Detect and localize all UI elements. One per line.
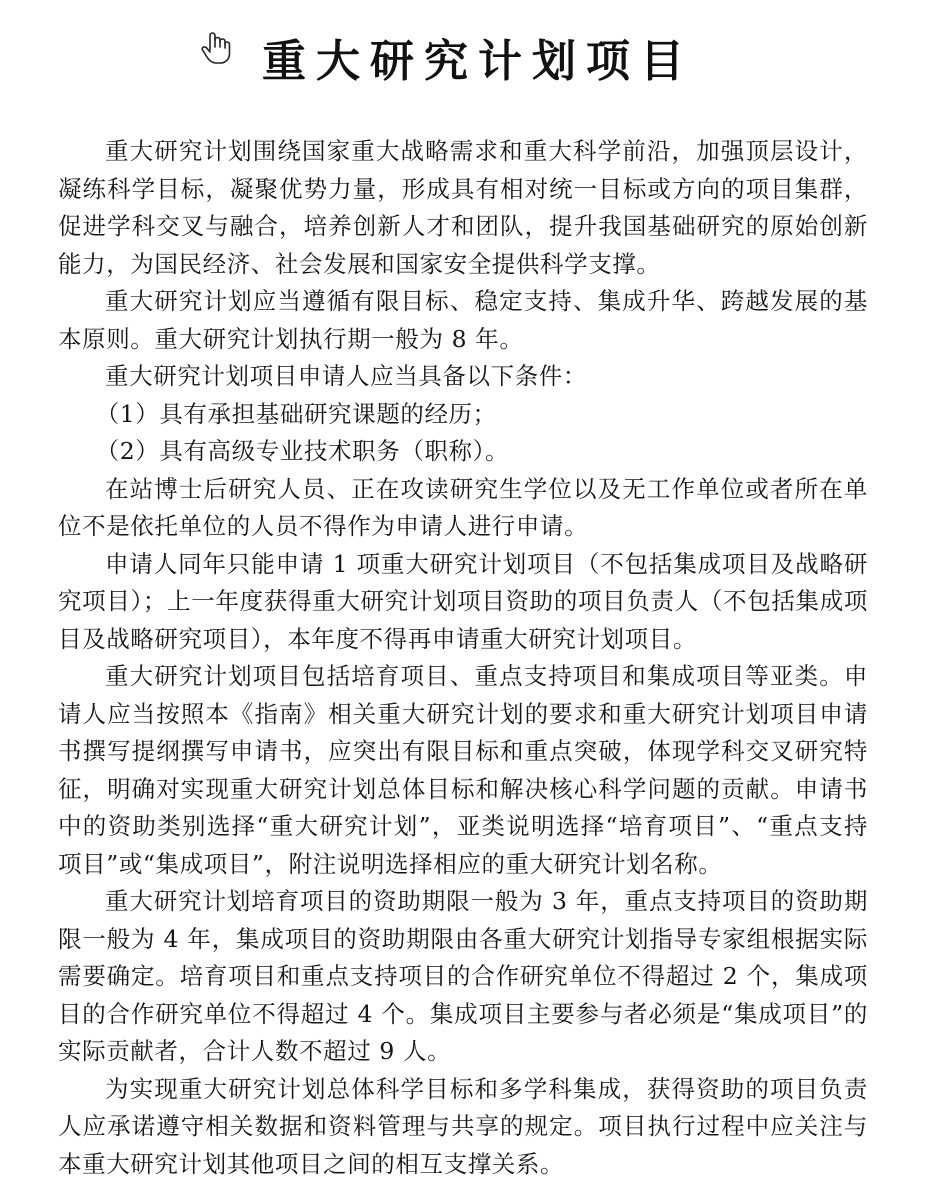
paragraph-duration: 重大研究计划培育项目的资助期限一般为 3 年，重点支持项目的资助期限一般为 4 年，集成项目的资助期限由各重大研究计划指导专家组根据实际需要确定。培育项目和重点支持项目的合作研究单位不得超过 2 个，集成项目的合作研究单位不得超过 4 个。集成项目主要参与者必须是“集成项目”的实际贡献者，合计人数不超过 9 人。 [58, 883, 868, 1071]
page-title: 重大研究计划项目 [262, 34, 694, 90]
paragraph-ineligible: 在站博士后研究人员、正在攻读研究生学位以及无工作单位或者所在单位不是依托单位的人员不得作为申请人进行申请。 [58, 471, 868, 546]
document-body [58, 133, 868, 1183]
paragraph-limit: 申请人同年只能申请 1 项重大研究计划项目（不包括集成项目及战略研究项目）；上一年度获得重大研究计划项目资助的项目负责人（不包括集成项目及战略研究项目），本年度不得再申请重大研究计划项目。 [58, 546, 868, 659]
title-row [0, 28, 946, 98]
paragraph-overview: 重大研究计划围绕国家重大战略需求和重大科学前沿，加强顶层设计，凝练科学目标，凝聚优势力量，形成具有相对统一目标或方向的项目集群，促进学科交叉与融合，培养创新人才和团队，提升我国基础研究的原始创新能力，为国民经济、社会发展和国家安全提供科学支撑。 [58, 133, 868, 283]
condition-item-2: （2）具有高级专业技术职务（职称）。 [58, 433, 868, 471]
paragraph-principles: 重大研究计划应当遵循有限目标、稳定支持、集成升华、跨越发展的基本原则。重大研究计划执行期一般为 8 年。 [58, 283, 868, 358]
pointing-hand-icon [196, 28, 236, 68]
paragraph-data-sharing: 为实现重大研究计划总体科学目标和多学科集成，获得资助的项目负责人应承诺遵守相关数据和资料管理与共享的规定。项目执行过程中应关注与本重大研究计划其他项目之间的相互支撑关系。 [58, 1071, 868, 1183]
paragraph-subtypes: 重大研究计划项目包括培育项目、重点支持项目和集成项目等亚类。申请人应当按照本《指南》相关重大研究计划的要求和重大研究计划项目申请书撰写提纲撰写申请书，应突出有限目标和重点突破，体现学科交叉研究特征，明确对实现重大研究计划总体目标和解决核心科学问题的贡献。申请书中的资助类别选择“重大研究计划”，亚类说明选择“培育项目”、“重点支持项目”或“集成项目”，附注说明选择相应的重大研究计划名称。 [58, 658, 868, 883]
paragraph-conditions-intro: 重大研究计划项目申请人应当具备以下条件： [58, 358, 868, 396]
condition-item-1: （1）具有承担基础研究课题的经历； [58, 396, 868, 434]
